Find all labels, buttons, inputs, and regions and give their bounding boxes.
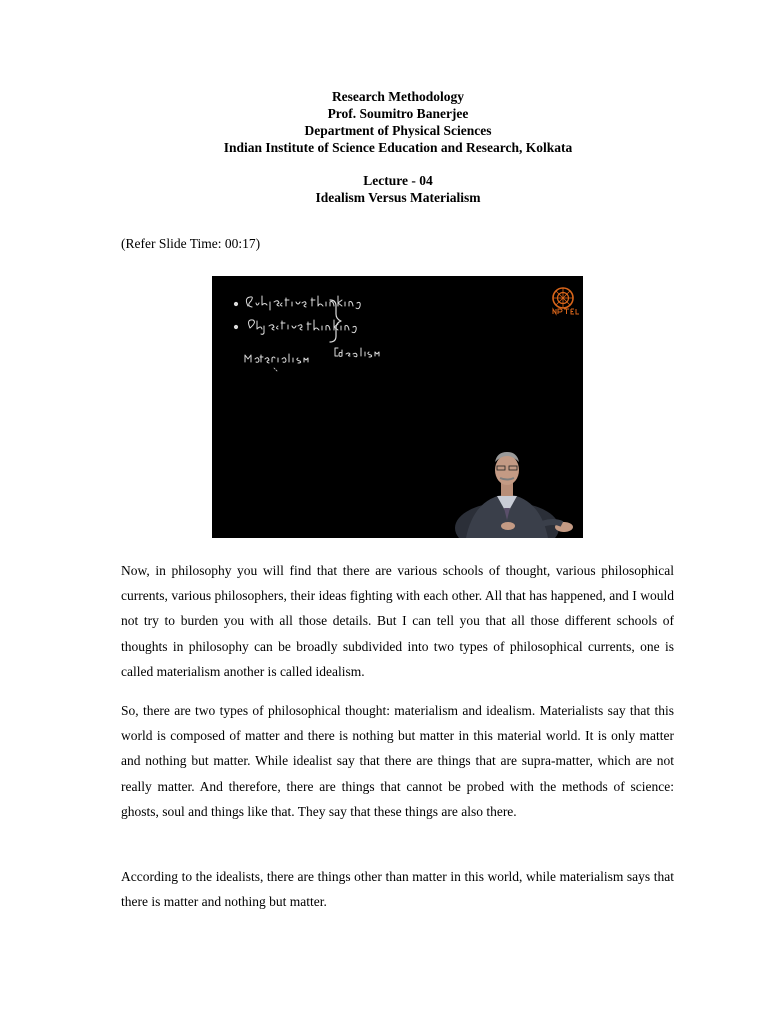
document-header bbox=[0, 88, 768, 156]
professor-name: Prof. Soumitro Banerjee bbox=[327, 106, 469, 121]
department-name: Department of Physical Sciences bbox=[304, 123, 492, 138]
paragraph-1: Now, in philosophy you will find that there are various schools of thought, various philosophical currents, various philosophers, their ideas fighting with each other. All that has happened, and I would not try to burden you with all those details. But I can tell you that all those different schools of thoughts in philosophy can be broadly subdivided into two types of philosophical currents, one is called materialism another is called idealism. bbox=[121, 563, 674, 679]
paragraph-3: According to the idealists, there are things other than matter in this world, while materialism says that there is matter and nothing but matter. bbox=[121, 869, 674, 910]
paragraph-2: So, there are two types of philosophical thought: materialism and idealism. Materialists say that this world is composed of matter and there is nothing but matter in this material world. It is only matter and nothing but matter. While idealist say that there are things that are supra-matter, which are not really matter. And therefore, there are things that cannot be probed with the methods of science: ghosts, soul and things like that. They say that these things are also there. bbox=[121, 703, 674, 819]
lecture-number: Lecture - 04 bbox=[363, 173, 433, 188]
course-title: Research Methodology bbox=[331, 89, 465, 104]
lecture-title: Idealism Versus Materialism bbox=[315, 190, 481, 205]
lecture-slide-image bbox=[212, 276, 583, 538]
refer-slide-time: (Refer Slide Time: 00:17) bbox=[121, 236, 261, 251]
institute-name: Indian Institute of Science Education and Research, Kolkata bbox=[223, 140, 573, 155]
lecture-heading bbox=[0, 172, 768, 206]
